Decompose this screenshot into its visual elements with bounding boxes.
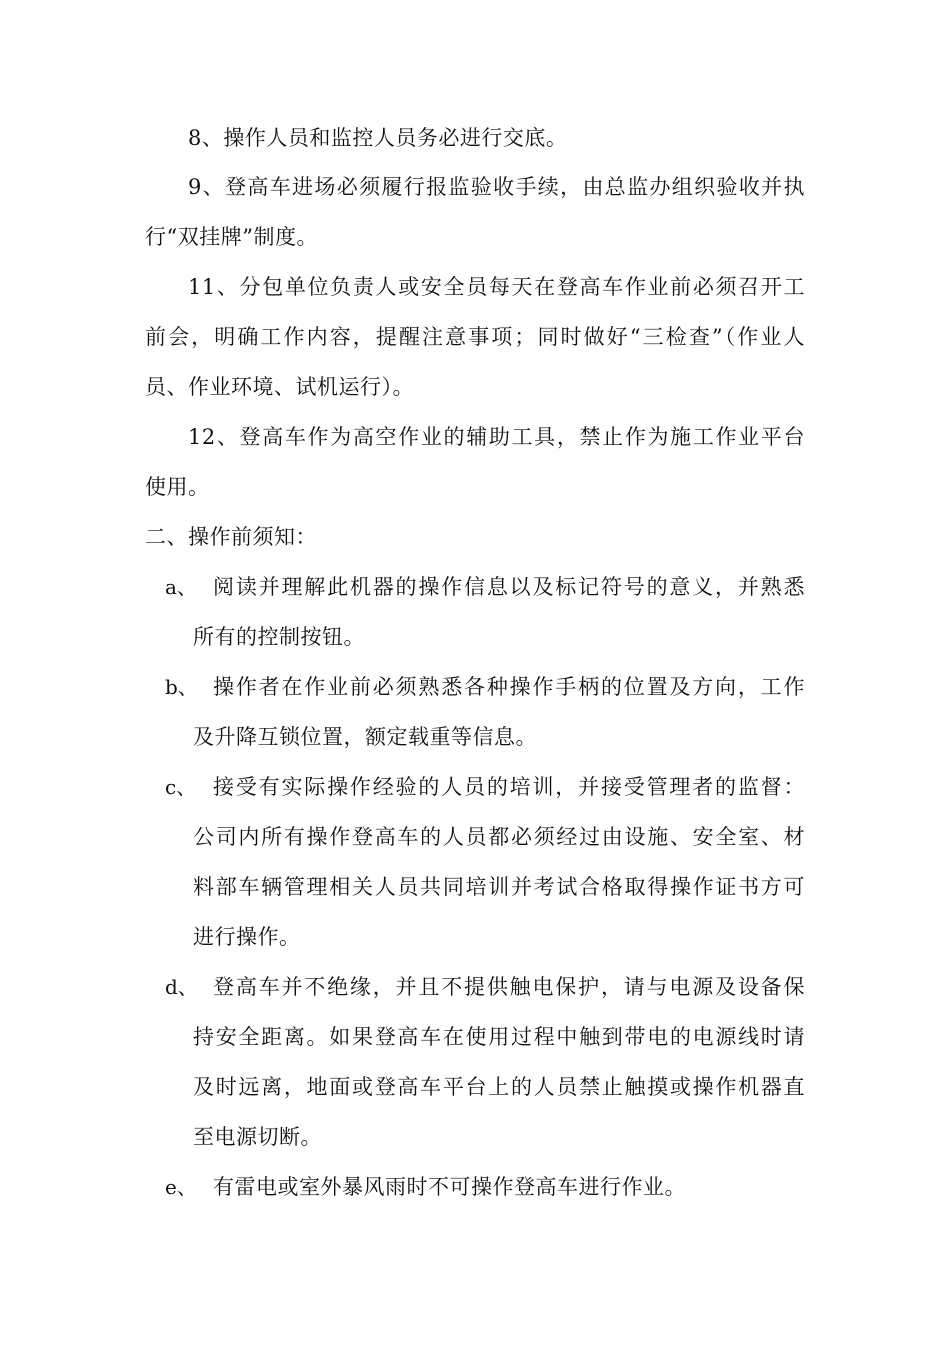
paragraph-9-line-1: 9、登高车进场必须履行报监验收手续，由总监办组织验收并执 xyxy=(188,175,805,199)
list-item-c-line-2: 公司内所有操作登高车的人员都必须经过由设施、安全室、材 xyxy=(193,825,805,849)
list-item-d-line-1: 登高车并不绝缘，并且不提供触电保护，请与电源及设备保 xyxy=(213,975,805,999)
list-item-c-line-3: 料部车辆管理相关人员共同培训并考试合格取得操作证书方可 xyxy=(193,875,805,899)
list-marker-c: c、 xyxy=(165,775,197,799)
list-item-d-line-2: 持安全距离。如果登高车在使用过程中触到带电的电源线时请 xyxy=(193,1025,805,1049)
list-marker-b: b、 xyxy=(165,675,198,699)
list-item-c-line-1: 接受有实际操作经验的人员的培训，并接受管理者的监督： xyxy=(213,775,805,799)
list-item-d-line-4: 至电源切断。 xyxy=(193,1125,322,1149)
section-heading: 二、操作前须知： xyxy=(145,525,317,549)
list-item-b-line-1: 操作者在作业前必须熟悉各种操作手柄的位置及方向，工作 xyxy=(213,675,805,699)
list-marker-d: d、 xyxy=(165,975,198,999)
list-item-d-line-3: 及时远离，地面或登高车平台上的人员禁止触摸或操作机器直 xyxy=(193,1075,805,1099)
list-item-e-line-1: 有雷电或室外暴风雨时不可操作登高车进行作业。 xyxy=(213,1175,686,1199)
list-item-a-line-1: 阅读并理解此机器的操作信息以及标记符号的意义，并熟悉 xyxy=(213,575,805,599)
paragraph-11-line-2: 前会，明确工作内容，提醒注意事项；同时做好“三检查”（作业人 xyxy=(145,325,805,349)
list-marker-a: a、 xyxy=(165,575,197,599)
paragraph-8-line-1: 8、操作人员和监控人员务必进行交底。 xyxy=(188,126,568,150)
list-item-b-line-2: 及升降互锁位置，额定载重等信息。 xyxy=(193,725,537,749)
list-item-c-line-4: 进行操作。 xyxy=(193,925,301,949)
paragraph-12-line-1: 12、登高车作为高空作业的辅助工具，禁止作为施工作业平台 xyxy=(188,425,805,449)
paragraph-11-line-3: 员、作业环境、试机运行）。 xyxy=(145,375,414,399)
list-marker-e: e、 xyxy=(165,1175,197,1199)
list-item-a-line-2: 所有的控制按钮。 xyxy=(193,625,365,649)
paragraph-9-line-2: 行“双挂牌”制度。 xyxy=(145,225,318,249)
paragraph-12-line-2: 使用。 xyxy=(145,475,210,499)
paragraph-11-line-1: 11、分包单位负责人或安全员每天在登高车作业前必须召开工 xyxy=(188,275,805,299)
